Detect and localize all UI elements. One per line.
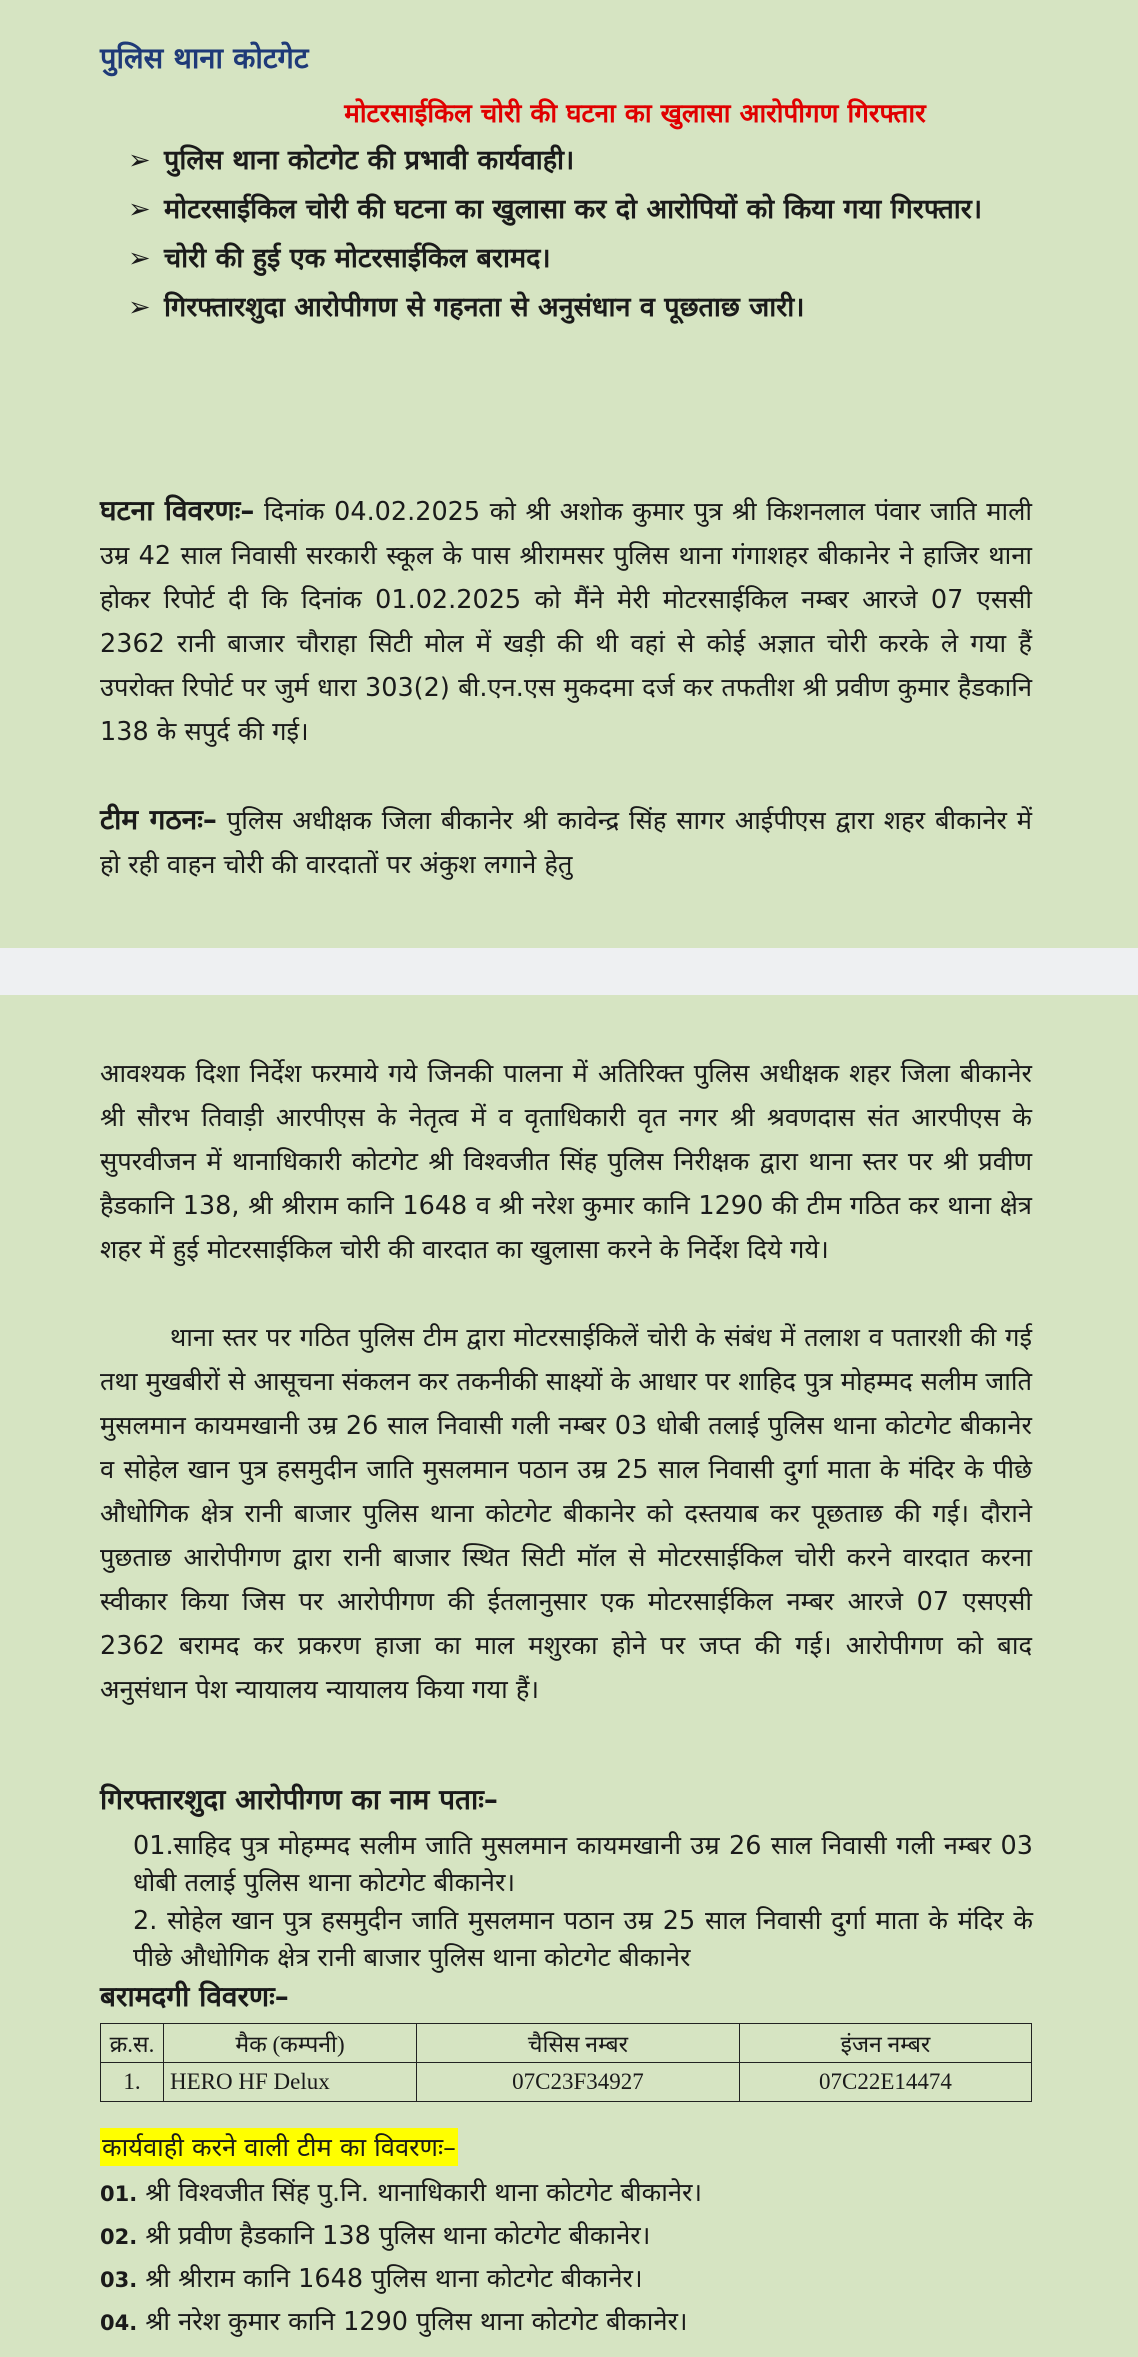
team-formation-continued: आवश्यक दिशा निर्देश फरमाये गये जिनकी पालना में अतिरिक्त पुलिस अधीक्षक शहर जिला बीकानेर श्री सौरभ तिवाड़ी आरपीएस के नेतृत्व में व वृताधिकारी वृत नगर श्री श्रवणदास संत आरपीएस के सुपरवीजन में थानाधिकारी कोटगेट श्री विश्वजीत सिंह पुलिस निरीक्षक द्वारा थाना स्तर पर श्री प्रवीण हैडकानि 138, श्री श्रीराम कानि 1648 व श्री नरेश कुमार कानि 1290 की टीम गठित कर थाना क्षेत्र शहर में हुई मोटरसाईकिल चोरी की वारदात का खुलासा करने के निर्देश दिये गये। xyxy=(100,1059,1032,1265)
table-cell: 07C22E14474 xyxy=(740,2063,1032,2102)
station-title: पुलिस थाना कोटगेट xyxy=(100,41,309,75)
list-item: 04. श्री नरेश कुमार कानि 1290 पुलिस थाना कोटगेट बीकानेर। xyxy=(100,2307,688,2337)
arrow-bullet-icon: ➢ xyxy=(128,292,151,323)
table-cell: 1. xyxy=(101,2063,164,2102)
table-header-row xyxy=(101,2024,1032,2063)
list-item: 03. श्री श्रीराम कानि 1648 पुलिस थाना कोटगेट बीकानेर। xyxy=(100,2264,643,2294)
summary-bullets xyxy=(128,138,1048,334)
incident-text: दिनांक 04.02.2025 को श्री अशोक कुमार पुत्र श्री किशनलाल पंवार जाति माली उम्र 42 साल निवासी सरकारी स्कूल के पास श्रीरामसर पुलिस थाना गंगाशहर बीकानेर ने हाजिर थाना होकर रिपोर्ट दी कि दिनांक 01.02.2025 को मैंने मेरी मोटरसाईकिल नम्बर आरजे 07 एससी 2362 रानी बाजार चौराहा सिटी मोल में खड़ी की थी वहां से कोई अज्ञात चोरी करके ले गया हैं उपरोक्त रिपोर्ट पर जुर्म धारा 303(2) बी.एन.एस मुकदमा दर्ज कर तफतीश श्री प्रवीण कुमार हैडकानि 138 के सपुर्द की गई। xyxy=(100,497,1032,747)
bullet-item: ➢ चोरी की हुई एक मोटरसाईकिल बरामद। xyxy=(128,236,1048,281)
document-page-1 xyxy=(0,0,1138,948)
headline: मोटरसाईकिल चोरी की घटना का खुलासा आरोपीगण गिरफ्तार xyxy=(344,99,926,129)
incident-paragraph xyxy=(100,489,1032,754)
bullet-item: ➢ मोटरसाईकिल चोरी की घटना का खुलासा कर दो आरोपियों को किया गया गिरफ्तार। xyxy=(128,187,1048,232)
investigation-paragraph: थाना स्तर पर गठित पुलिस टीम द्वारा मोटरसाईकिलें चोरी के संबंध में तलाश व पतारशी की गई तथा मुखबीरों से आसूचना संकलन कर तकनीकी साक्ष्यों के आधार पर शाहिद पुत्र मोहम्मद सलीम जाति मुसलमान कायमखानी उम्र 26 साल निवासी गली नम्बर 03 धोबी तलाई पुलिस थाना कोटगेट बीकानेर व सोहेल खान पुत्र हसमुदीन जाति मुसलमान पठान उम्र 25 साल निवासी दुर्गा माता के मंदिर के पीछे औधोगिक क्षेत्र रानी बाजार पुलिस थाना कोटगेट बीकानेर को दस्तयाब कर पूछताछ की गई। दौराने पुछताछ आरोपीगण द्वारा रानी बाजार स्थित सिटी मॉल से मोटरसाईकिल चोरी करने वारदात करना स्वीकार किया जिस पर आरोपीगण की ईतलानुसार एक मोटरसाईकिल नम्बर आरजे 07 एसएसी 2362 बरामद कर प्रकरण हाजा का माल मशुरका होने पर जप्त की गई। आरोपीगण को बाद अनुसंधान पेश न्यायालय न्यायालय किया गया हैं। xyxy=(100,1323,1032,1705)
recovery-heading: बरामदगी विवरणः– xyxy=(100,1980,289,2013)
action-team-heading: कार्यवाही करने वाली टीम का विवरणः– xyxy=(100,2128,458,2166)
bullet-item: ➢ गिरफ्तारशुदा आरोपीगण से गहनता से अनुसंधान व पूछताछ जारी। xyxy=(128,285,1048,330)
bullet-item: ➢ पुलिस थाना कोटगेट की प्रभावी कार्यवाही। xyxy=(128,138,1048,183)
recovery-table xyxy=(100,2023,1032,2102)
team-formation-label: टीम गठनः– xyxy=(100,803,217,836)
table-cell: HERO HF Delux xyxy=(164,2063,417,2102)
incident-label: घटना विवरणः– xyxy=(100,494,255,527)
team-formation-paragraph xyxy=(100,798,1032,887)
column-header: क्र.स. xyxy=(101,2024,164,2063)
arrested-item: 01.साहिद पुत्र मोहम्मद सलीम जाति मुसलमान कायमखानी उम्र 26 साल निवासी गली नम्बर 03 धोबी तलाई पुलिस थाना कोटगेट बीकानेर। xyxy=(133,1831,1033,1898)
arrow-bullet-icon: ➢ xyxy=(128,243,151,274)
team-formation-text: पुलिस अधीक्षक जिला बीकानेर श्री कावेन्द्र सिंह सागर आईपीएस द्वारा शहर बीकानेर में हो रही वाहन चोरी की वारदातों पर अंकुश लगाने हेतु xyxy=(100,806,1033,880)
column-header: मैक (कम्पनी) xyxy=(164,2024,417,2063)
arrested-item: 2. सोहेल खान पुत्र हसमुदीन जाति मुसलमान पठान उम्र 25 साल निवासी दुर्गा माता के मंदिर के पीछे औधोगिक क्षेत्र रानी बाजार पुलिस थाना कोटगेट बीकानेर xyxy=(133,1906,1033,1973)
table-row xyxy=(101,2063,1032,2102)
action-team-list xyxy=(100,2172,702,2344)
arrow-bullet-icon: ➢ xyxy=(128,194,151,225)
column-header: चैसिस नम्बर xyxy=(417,2024,740,2063)
table-cell: 07C23F34927 xyxy=(417,2063,740,2102)
arrested-heading: गिरफ्तारशुदा आरोपीगण का नाम पताः– xyxy=(100,1783,498,1816)
list-item: 01. श्री विश्वजीत सिंह पु.नि. थानाधिकारी थाना कोटगेट बीकानेर। xyxy=(100,2178,703,2208)
page-gap xyxy=(0,948,1138,995)
arrow-bullet-icon: ➢ xyxy=(128,145,151,176)
list-item: 02. श्री प्रवीण हैडकानि 138 पुलिस थाना कोटगेट बीकानेर। xyxy=(100,2221,651,2251)
column-header: इंजन नम्बर xyxy=(740,2024,1032,2063)
